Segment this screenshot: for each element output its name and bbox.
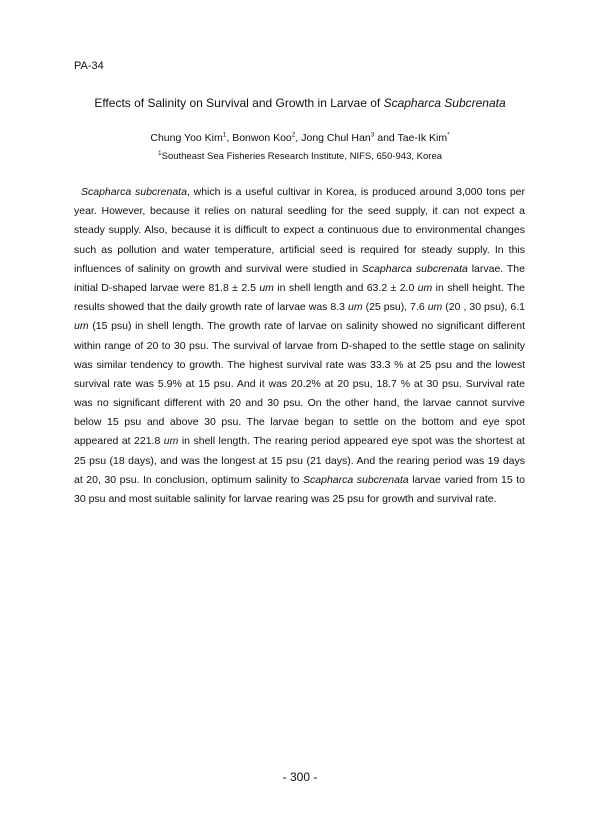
text-run: larvae varied from 15 to	[408, 473, 525, 486]
author-separator: ,	[226, 132, 233, 144]
abstract-line	[74, 298, 525, 317]
abstract-line	[74, 471, 525, 490]
page-number: - 300 -	[282, 770, 318, 784]
italic-text: Scapharca subcrenata	[361, 262, 468, 275]
author-affiliation-marker: 1	[222, 131, 227, 139]
abstract-line	[74, 221, 525, 240]
italic-text: um	[74, 320, 89, 333]
text-run: year. However, because it relies on natural seedling for the seed supply, it can not expect a	[74, 205, 525, 218]
abstract-line	[74, 260, 525, 279]
abstract-line	[74, 375, 525, 394]
abstract-body	[74, 183, 525, 509]
abstract-line	[74, 413, 525, 432]
text-run: results showed that the daily growth rate of larvae was 8.3	[74, 301, 348, 314]
title-text: Effects of Salinity on Survival and Growth in Larvae of	[94, 96, 384, 110]
author-affiliation-marker: *	[447, 131, 450, 139]
text-run: 25 psu (18 days), and was the longest at 15 psu (21 days). And the rearing period was 19 days	[74, 454, 525, 467]
text-run: influences of salinity on growth and survival were studied in	[74, 262, 362, 275]
italic-text: Scapharca subcrenata	[303, 473, 409, 486]
abstract-line	[74, 337, 525, 356]
text-run: , which is a useful cultivar in Korea, is produced around 3,000 tons per	[186, 186, 525, 198]
author-separator: and	[374, 132, 398, 144]
abstract-line	[74, 394, 525, 413]
text-run: below 15 psu and above 30 psu. The larvae began to settle on the bottom and eye spot	[74, 416, 525, 429]
text-run: 30 psu and most suitable salinity for larvae rearing was 25 psu for growth and survival rate.	[74, 493, 497, 505]
text-run: within range of 20 to 30 psu. The survival of larvae from D-shaped to the settle stage on salinity	[74, 339, 525, 352]
text-run: in shell height. The	[432, 281, 525, 294]
italic-text: um	[259, 281, 274, 294]
abstract-line	[74, 356, 525, 375]
abstract-line	[74, 452, 525, 471]
abstract-line	[74, 279, 525, 298]
text-run: (15 psu) in shell length. The growth rate of larvae on salinity showed no significant different	[88, 320, 525, 333]
paper-title	[0, 96, 600, 110]
text-run: initial D-shaped larvae were 81.8 ± 2.5	[74, 281, 260, 294]
author-name: Bonwon Koo	[232, 132, 292, 144]
author-separator: ,	[295, 132, 302, 144]
abstract-line	[74, 317, 525, 336]
italic-text: um	[348, 301, 363, 314]
author-name: Chung Yoo Kim	[150, 132, 223, 144]
author-name: Tae-Ik Kim	[397, 132, 448, 144]
affiliation-text: Southeast Sea Fisheries Research Institute, NIFS, 650-943, Korea	[161, 151, 443, 162]
abstract-line	[74, 183, 525, 202]
italic-text: um	[427, 301, 443, 314]
text-run: in shell length and 63.2 ± 2.0	[273, 281, 418, 294]
text-run: steady supply. Also, because it is difficult to expect a continuous due to environmental changes	[74, 224, 525, 237]
text-run: (25 psu), 7.6	[362, 301, 428, 314]
author-list	[0, 132, 600, 144]
author-affiliation-marker: 2	[291, 131, 296, 139]
text-run: was similar tendency to growth. The highest survival rate was 33.3 % at 25 psu and the lowest	[74, 358, 525, 371]
affiliation	[0, 151, 600, 162]
text-run: larvae. The	[467, 262, 525, 275]
title-species: Scapharca Subcrenata	[383, 96, 506, 110]
text-run: at 20, 30 psu. In conclusion, optimum salinity to	[74, 473, 304, 486]
text-run: survival rate was 5.9% at 15 psu. And it was 20.2% at 20 psu, 18.7 % at 30 psu. Survival rate	[74, 377, 525, 390]
author-name: Jong Chul Han	[301, 132, 371, 144]
text-run: in shell length. The rearing period appeared eye spot was the shortest at	[178, 435, 525, 448]
text-run: appeared at 221.8	[74, 435, 164, 448]
italic-text: um	[163, 435, 179, 448]
abstract-line	[74, 202, 525, 221]
text-run: such as pollution and water temperature, artificial seed is required for steady supply. In this	[74, 243, 525, 256]
text-run: was no significant different with 20 and 30 psu. On the other hand, the larvae cannot survive	[74, 397, 525, 410]
text-run: (20 , 30 psu), 6.1	[442, 301, 525, 314]
italic-text: um	[417, 281, 433, 294]
abstract-line	[74, 241, 525, 260]
abstract-line	[74, 432, 525, 451]
abstract-line	[74, 490, 525, 509]
abstract-code: PA-34	[74, 60, 104, 72]
author-affiliation-marker: 3	[370, 131, 375, 139]
affiliation-marker: 1	[157, 149, 162, 157]
italic-text: Scapharca subcrenata	[81, 186, 187, 198]
